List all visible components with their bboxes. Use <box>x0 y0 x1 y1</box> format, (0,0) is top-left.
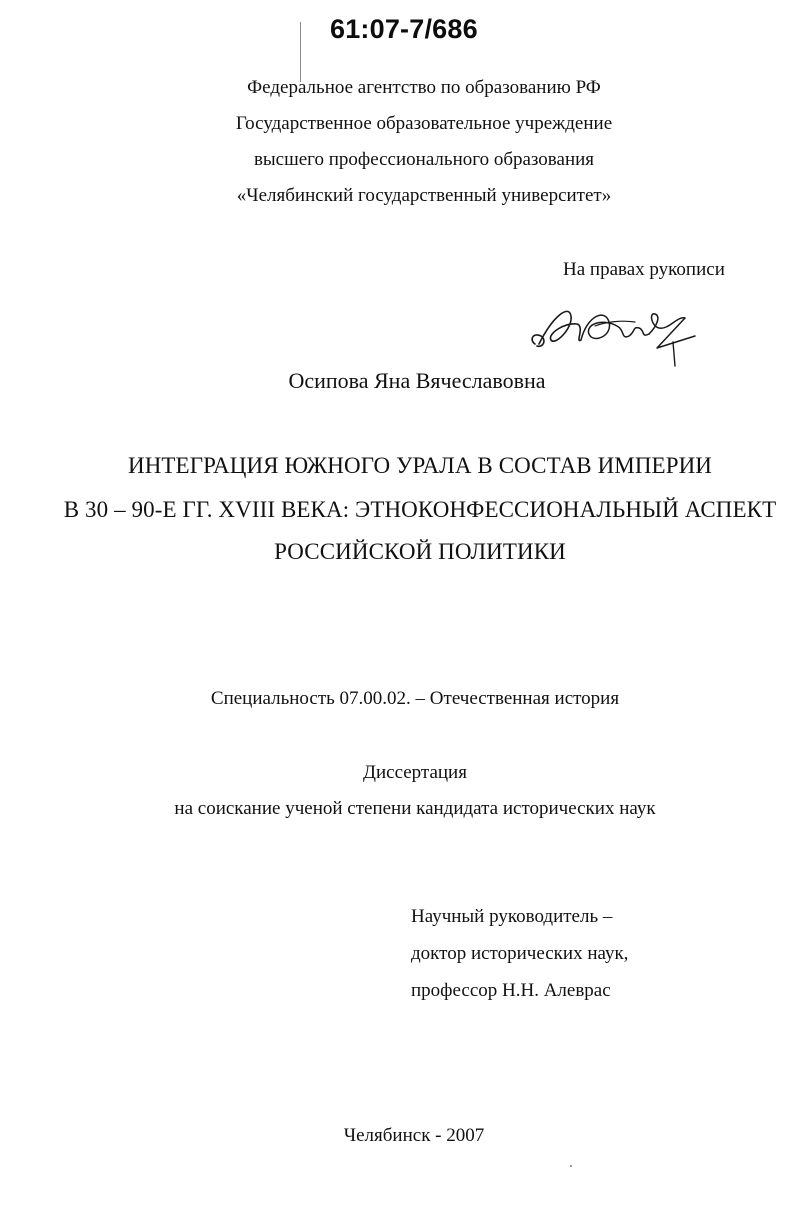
dissertation-purpose: на соискание ученой степени кандидата исторических наук <box>174 798 656 819</box>
supervisor-name: профессор Н.Н. Алеврас <box>411 980 611 1001</box>
supervisor-role: Научный руководитель – <box>411 906 613 927</box>
specialty-line: Специальность 07.00.02. – Отечественная история <box>210 688 620 709</box>
organization-line-1: Федеральное агентство по образованию РФ <box>247 77 601 98</box>
manuscript-rights-note: На правах рукописи <box>563 259 725 280</box>
author-name: Осипова Яна Вячеславовна <box>288 368 546 393</box>
title-line-3: РОССИЙСКОЙ ПОЛИТИКИ <box>274 539 566 564</box>
organization-line-3: высшего профессионального образования <box>253 149 595 170</box>
title-line-2: В 30 – 90-Е ГГ. XVIII ВЕКА: ЭТНОКОНФЕССИОНАЛЬНЫЙ АСПЕКТ <box>63 497 777 522</box>
organization-line-2: Государственное образовательное учреждение <box>235 113 613 134</box>
dissertation-heading: Диссертация <box>363 762 467 783</box>
author-signature-icon <box>525 296 705 376</box>
scan-speck <box>570 1165 572 1167</box>
place-and-year: Челябинск - 2007 <box>343 1125 485 1146</box>
library-stamp-code: 61:07-7/686 <box>330 14 478 44</box>
title-line-1: ИНТЕГРАЦИЯ ЮЖНОГО УРАЛА В СОСТАВ ИМПЕРИИ <box>127 453 713 478</box>
supervisor-degree: доктор исторических наук, <box>411 943 629 964</box>
organization-line-4: «Челябинский государственный университет» <box>236 185 612 206</box>
